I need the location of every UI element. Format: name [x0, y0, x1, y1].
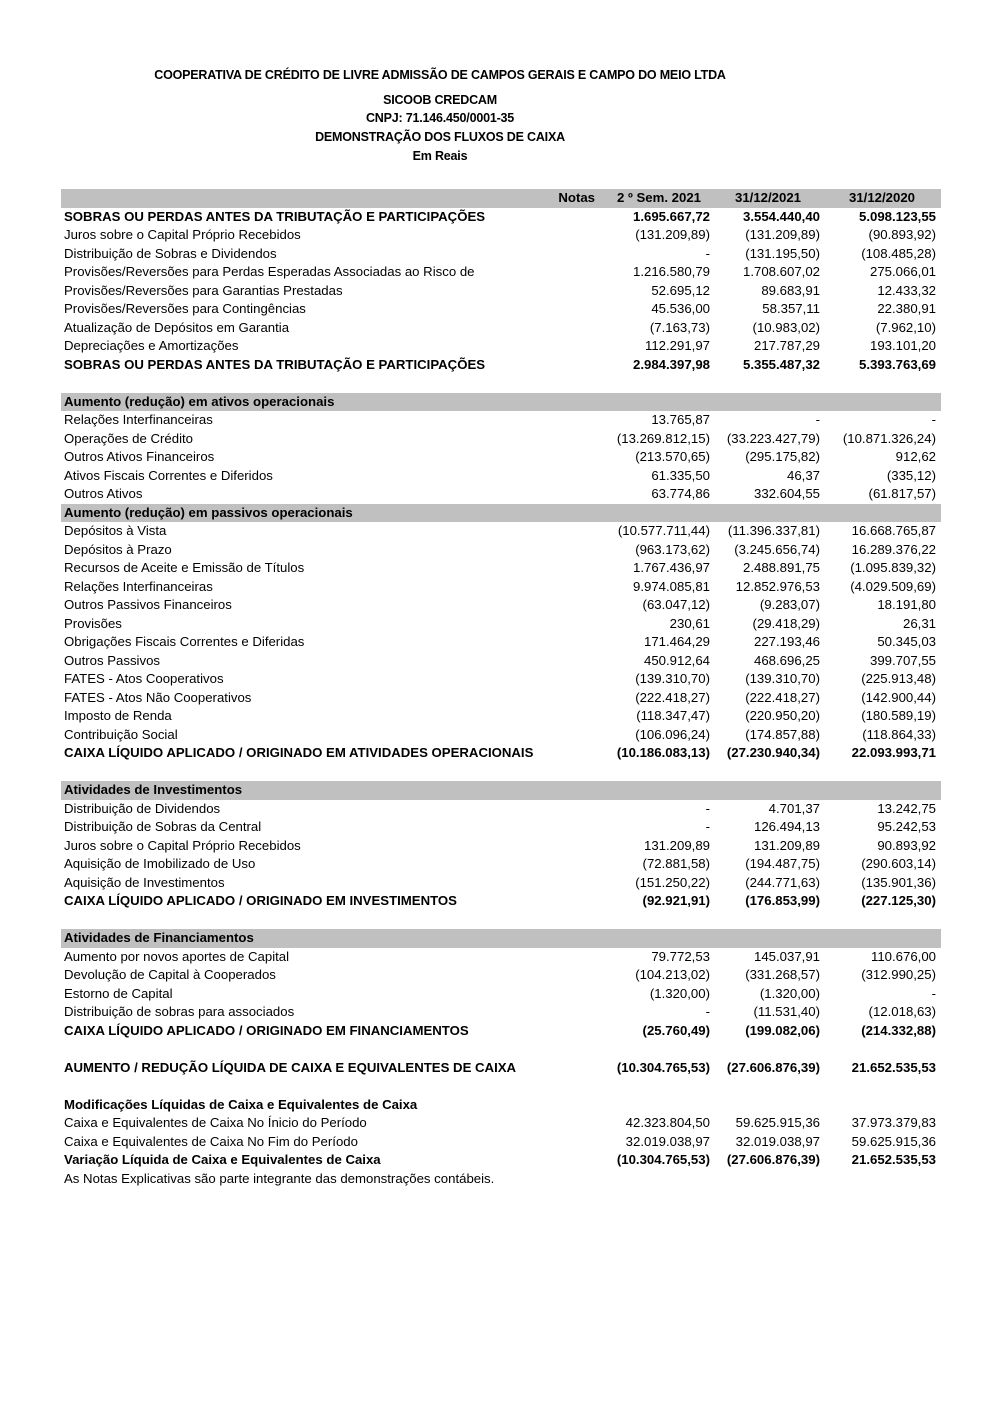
value-c3: 22.380,91 [877, 301, 936, 316]
column-header-31-12-2020: 31/12/2020 [848, 190, 915, 205]
table-row [61, 633, 941, 652]
table-row [61, 689, 941, 708]
value-c1: 1.695.667,72 [632, 208, 710, 224]
value-c3: 21.652.535,53 [851, 1152, 936, 1167]
row-label: Caixa e Equivalentes de Caixa No Ínicio do Período [64, 1115, 367, 1130]
value-c3: (335,12) [886, 467, 936, 483]
value-c1: (10.304.765,53) [616, 1152, 710, 1167]
value-c3: (90.893,92) [868, 227, 936, 242]
company-name: COOPERATIVA DE CRÉDITO DE LIVRE ADMISSÃO DE CAMPOS GERAIS E CAMPO DO MEIO LTDA [154, 68, 726, 82]
value-c3: (1.095.839,32) [850, 560, 936, 575]
value-c1: 61.335,50 [651, 467, 710, 483]
row-label: Estorno de Capital [64, 985, 173, 1001]
value-c2: (9.283,07) [759, 597, 820, 612]
row-label: Outros Ativos Financeiros [64, 449, 215, 464]
value-c1: (1.320,00) [649, 985, 710, 1001]
row-label: Variação Líquida de Caixa e Equivalentes de Caixa [64, 1152, 381, 1167]
value-c2: - [815, 412, 820, 427]
row-label: Distribuição de Dividendos [64, 800, 221, 816]
total-row [61, 208, 941, 227]
table-row [61, 1170, 941, 1189]
row-label: Provisões/Reversões para Contingências [64, 301, 306, 316]
value-c2: 89.683,91 [761, 282, 820, 298]
row-label: As Notas Explicativas são parte integrante das demonstrações contábeis. [64, 1170, 495, 1186]
table-row [61, 596, 941, 615]
total-row [61, 744, 941, 763]
value-c1: (7.163,73) [649, 319, 710, 335]
table-row [61, 1114, 941, 1133]
value-c2: (222.418,27) [745, 689, 820, 705]
spacer-row [61, 1040, 941, 1059]
table-row [61, 282, 941, 301]
row-label: CAIXA LÍQUIDO APLICADO / ORIGINADO EM FINANCIAMENTOS [64, 1022, 469, 1038]
table-row [61, 319, 941, 338]
row-label: Provisões/Reversões para Perdas Esperadas Associadas ao Risco de [64, 264, 475, 279]
value-c2: (244.771,63) [745, 874, 820, 890]
value-c3: 5.393.763,69 [858, 356, 936, 372]
value-c1: (106.096,24) [635, 726, 710, 742]
value-c3: (227.125,30) [861, 893, 936, 908]
value-c3: 193.101,20 [869, 338, 936, 353]
row-label: Outros Ativos [64, 486, 143, 501]
currency-note: Em Reais [412, 149, 468, 163]
value-c1: (104.213,02) [635, 967, 710, 982]
value-c3: 90.893,92 [877, 837, 936, 853]
value-c2: 332.604,55 [753, 486, 820, 501]
total-row [61, 1151, 941, 1170]
table-row [61, 948, 941, 967]
value-c1: (92.921,91) [642, 893, 710, 908]
total-row [61, 892, 941, 911]
value-c3: (312.990,25) [861, 967, 936, 982]
value-c2: (11.396.337,81) [727, 523, 820, 538]
table-row [61, 430, 941, 449]
value-c1: (72.881,58) [642, 856, 710, 871]
value-c2: (131.195,50) [745, 245, 820, 261]
value-c3: 12.433,32 [877, 282, 936, 298]
value-c3: (142.900,44) [861, 689, 936, 705]
row-label: Depreciações e Amortizações [64, 338, 239, 353]
table-row [61, 818, 941, 837]
table-row [61, 652, 941, 671]
total-row [61, 356, 941, 375]
row-label: Aquisição de Imobilizado de Uso [64, 856, 256, 871]
value-c3: (4.029.509,69) [850, 578, 936, 594]
value-c3: 21.652.535,53 [851, 1059, 936, 1075]
value-c1: 131.209,89 [643, 837, 710, 853]
value-c1: (10.304.765,53) [616, 1059, 710, 1075]
table-row [61, 448, 941, 467]
total-row [61, 1022, 941, 1041]
table-row [61, 707, 941, 726]
value-c1: (963.173,62) [635, 541, 710, 557]
row-label: Devolução de Capital à Cooperados [64, 967, 276, 982]
value-c1: 230,61 [669, 615, 710, 631]
value-c1: 1.767.436,97 [632, 560, 710, 575]
table-row [61, 966, 941, 985]
row-label: Aumento (redução) em passivos operacionais [64, 504, 353, 520]
row-label: CAIXA LÍQUIDO APLICADO / ORIGINADO EM ATIVIDADES OPERACIONAIS [64, 745, 534, 760]
value-c3: 59.625.915,36 [851, 1133, 936, 1149]
spacer-row [61, 1077, 941, 1096]
value-c2: 131.209,89 [753, 837, 820, 853]
table-row [61, 985, 941, 1004]
table-row [61, 800, 941, 819]
value-c2: (29.418,29) [752, 615, 820, 631]
value-c3: (290.603,14) [861, 856, 936, 871]
value-c3: 16.289.376,22 [851, 541, 936, 557]
value-c3: 399.707,55 [869, 652, 936, 668]
value-c2: (11.531,40) [753, 1004, 820, 1019]
value-c1: - [705, 245, 710, 261]
value-c2: (220.950,20) [745, 708, 820, 723]
section-header-row [61, 929, 941, 948]
table-row [61, 559, 941, 578]
value-c1: (139.310,70) [635, 671, 710, 686]
value-c1: 42.323.804,50 [625, 1115, 710, 1130]
value-c1: - [705, 1004, 710, 1019]
row-label: Relações Interfinanceiras [64, 412, 213, 427]
table-row [61, 522, 941, 541]
row-label: Caixa e Equivalentes de Caixa No Fim do Período [64, 1133, 358, 1149]
row-label: Depósitos à Prazo [64, 541, 172, 557]
value-c2: (10.983,02) [752, 319, 820, 335]
value-c2: 5.355.487,32 [742, 356, 820, 372]
value-c2: (33.223.427,79) [726, 430, 820, 446]
value-c1: 450.912,64 [643, 652, 710, 668]
value-c2: (174.857,88) [745, 726, 820, 742]
table-row [61, 1003, 941, 1022]
brand-name: SICOOB CREDCAM [383, 93, 497, 107]
value-c2: (194.487,75) [745, 856, 820, 871]
row-label: Provisões/Reversões para Garantias Prestadas [64, 282, 343, 298]
value-c2: (176.853,99) [745, 893, 820, 908]
value-c1: (222.418,27) [635, 689, 710, 705]
value-c3: (225.913,48) [861, 671, 936, 686]
row-label: Provisões [64, 615, 122, 631]
table-row [61, 411, 941, 430]
value-c2: 12.852.976,53 [735, 578, 820, 594]
row-label: SOBRAS OU PERDAS ANTES DA TRIBUTAÇÃO E PARTICIPAÇÕES [64, 356, 486, 372]
value-c1: (10.186.083,13) [616, 745, 710, 760]
table-row [61, 300, 941, 319]
section-header-row [61, 781, 941, 800]
value-c1: (213.570,65) [635, 449, 710, 464]
value-c2: (331.268,57) [745, 967, 820, 982]
value-c3: (214.332,88) [861, 1022, 936, 1038]
value-c3: (108.485,28) [861, 245, 936, 261]
row-label: Atividades de Investimentos [64, 782, 243, 797]
cnpj: CNPJ: 71.146.450/0001-35 [365, 111, 515, 125]
row-label: Recursos de Aceite e Emissão de Títulos [64, 560, 305, 575]
value-c1: (118.347,47) [636, 708, 710, 723]
value-c1: (131.209,89) [635, 227, 710, 242]
value-c1: 112.291,97 [644, 338, 710, 353]
section-header-row [61, 393, 941, 412]
value-c3: 5.098.123,55 [858, 208, 936, 224]
value-c3: - [931, 985, 936, 1001]
row-label: Distribuição de Sobras da Central [64, 819, 262, 834]
table-body [61, 208, 941, 1189]
spacer-row [61, 374, 941, 393]
table-row [61, 615, 941, 634]
value-c3: 37.973.379,83 [851, 1115, 936, 1130]
value-c2: (3.245.656,74) [734, 541, 820, 557]
value-c1: 9.974.085,81 [632, 578, 710, 594]
row-label: FATES - Atos Cooperativos [64, 671, 224, 686]
table-row [61, 670, 941, 689]
value-c3: (61.817,57) [868, 486, 936, 501]
row-label: Outros Passivos [64, 652, 161, 668]
document-title: DEMONSTRAÇÃO DOS FLUXOS DE CAIXA [315, 130, 565, 144]
cash-flow-table [61, 189, 941, 1188]
row-label: Aumento por novos aportes de Capital [64, 948, 290, 964]
row-label: FATES - Atos Não Cooperativos [64, 689, 252, 705]
table-row [61, 337, 941, 356]
value-c3: 16.668.765,87 [851, 523, 936, 538]
value-c3: 22.093.993,71 [851, 745, 936, 760]
value-c2: (27.230.940,34) [726, 745, 820, 760]
row-label: Imposto de Renda [64, 708, 172, 723]
value-c1: 79.772,53 [651, 948, 710, 964]
value-c3: - [931, 412, 936, 427]
table-row [61, 467, 941, 486]
value-c2: 2.488.891,75 [742, 560, 820, 575]
section-header-row [61, 504, 941, 523]
table-row [61, 578, 941, 597]
row-label: Distribuição de Sobras e Dividendos [64, 245, 277, 261]
row-label: Operações de Crédito [64, 430, 194, 446]
value-c1: - [705, 819, 710, 834]
table-row [61, 485, 941, 504]
value-c2: (27.606.876,39) [726, 1152, 820, 1167]
value-c1: 45.536,00 [651, 301, 710, 316]
table-row [61, 1133, 941, 1152]
value-c2: 3.554.440,40 [742, 208, 820, 224]
row-label: SOBRAS OU PERDAS ANTES DA TRIBUTAÇÃO E PARTICIPAÇÕES [64, 208, 486, 224]
value-c3: (135.901,36) [861, 874, 936, 890]
row-label: AUMENTO / REDUÇÃO LÍQUIDA DE CAIXA E EQUIVALENTES DE CAIXA [64, 1059, 517, 1075]
value-c2: (295.175,82) [745, 449, 820, 464]
value-c2: 32.019.038,97 [735, 1133, 820, 1149]
row-label: Depósitos à Vista [64, 523, 167, 538]
value-c3: 13.242,75 [877, 800, 936, 816]
value-c2: (27.606.876,39) [726, 1059, 820, 1075]
value-c1: 63.774,86 [651, 486, 710, 501]
row-label: Juros sobre o Capital Próprio Recebidos [64, 227, 301, 242]
row-label: Atividades de Financiamentos [64, 930, 254, 945]
spacer-row [61, 911, 941, 930]
row-label: Modificações Líquidas de Caixa e Equivalentes de Caixa [64, 1096, 418, 1112]
table-row [61, 855, 941, 874]
value-c1: (13.269.812,15) [616, 430, 710, 446]
row-label: Atualização de Depósitos em Garantia [64, 319, 290, 335]
value-c1: 32.019.038,97 [625, 1133, 710, 1149]
row-label: Juros sobre o Capital Próprio Recebidos [64, 837, 301, 853]
value-c2: 1.708.607,02 [742, 264, 820, 279]
value-c3: 50.345,03 [877, 634, 936, 649]
value-c2: 145.037,91 [753, 948, 820, 964]
value-c3: (180.589,19) [861, 708, 936, 723]
column-header-row [61, 189, 941, 208]
table-row [61, 541, 941, 560]
value-c2: (139.310,70) [745, 671, 820, 686]
value-c3: (7.962,10) [875, 319, 936, 335]
value-c2: (1.320,00) [759, 985, 820, 1001]
value-c1: 171.464,29 [643, 634, 710, 649]
value-c2: (199.082,06) [745, 1022, 820, 1038]
value-c1: - [705, 800, 710, 816]
row-label: Relações Interfinanceiras [64, 578, 213, 594]
value-c2: 227.193,46 [753, 634, 820, 649]
table-row [61, 726, 941, 745]
value-c1: 1.216.580,79 [632, 264, 710, 279]
value-c3: 18.191,80 [877, 597, 936, 612]
row-label: Ativos Fiscais Correntes e Diferidos [64, 467, 273, 483]
value-c3: 275.066,01 [869, 264, 936, 279]
value-c3: 95.242,53 [877, 819, 936, 834]
column-header-notas: Notas [558, 190, 595, 205]
table-row [61, 874, 941, 893]
value-c1: (151.250,22) [635, 874, 710, 890]
total-row [61, 1096, 941, 1115]
value-c3: (10.871.326,24) [842, 430, 936, 446]
value-c2: 59.625.915,36 [735, 1115, 820, 1130]
value-c1: 52.695,12 [651, 282, 710, 298]
value-c3: (118.864,33) [862, 726, 936, 742]
value-c2: 126.494,13 [753, 819, 820, 834]
total-row [61, 1059, 941, 1078]
row-label: Contribuição Social [64, 726, 178, 742]
value-c3: (12.018,63) [868, 1004, 936, 1019]
column-header-31-12-2021: 31/12/2021 [734, 190, 801, 205]
value-c1: (63.047,12) [642, 597, 710, 612]
table-row [61, 263, 941, 282]
value-c2: 58.357,11 [762, 301, 820, 316]
row-label: Distribuição de sobras para associados [64, 1004, 295, 1019]
value-c2: (131.209,89) [745, 227, 820, 242]
row-label: Aquisição de Investimentos [64, 874, 225, 890]
value-c2: 217.787,29 [753, 338, 820, 353]
row-label: Outros Passivos Financeiros [64, 597, 232, 612]
value-c3: 912,62 [895, 449, 936, 464]
row-label: Obrigações Fiscais Correntes e Diferidas [64, 634, 305, 649]
value-c1: 2.984.397,98 [632, 356, 710, 372]
table-row [61, 226, 941, 245]
value-c1: 13.765,87 [651, 412, 710, 427]
value-c3: 26,31 [902, 615, 936, 631]
value-c1: (25.760,49) [642, 1022, 710, 1038]
row-label: CAIXA LÍQUIDO APLICADO / ORIGINADO EM INVESTIMENTOS [64, 893, 457, 908]
column-header-2sem-2021: 2 º Sem. 2021 [617, 190, 701, 205]
table-row [61, 245, 941, 264]
row-label: Aumento (redução) em ativos operacionais [64, 393, 335, 409]
value-c2: 468.696,25 [753, 652, 820, 668]
value-c1: (10.577.711,44) [617, 523, 710, 538]
value-c2: 46,37 [786, 467, 820, 483]
spacer-row [61, 763, 941, 782]
value-c2: 4.701,37 [768, 800, 820, 816]
table-row [61, 837, 941, 856]
value-c3: 110.676,00 [870, 948, 936, 964]
